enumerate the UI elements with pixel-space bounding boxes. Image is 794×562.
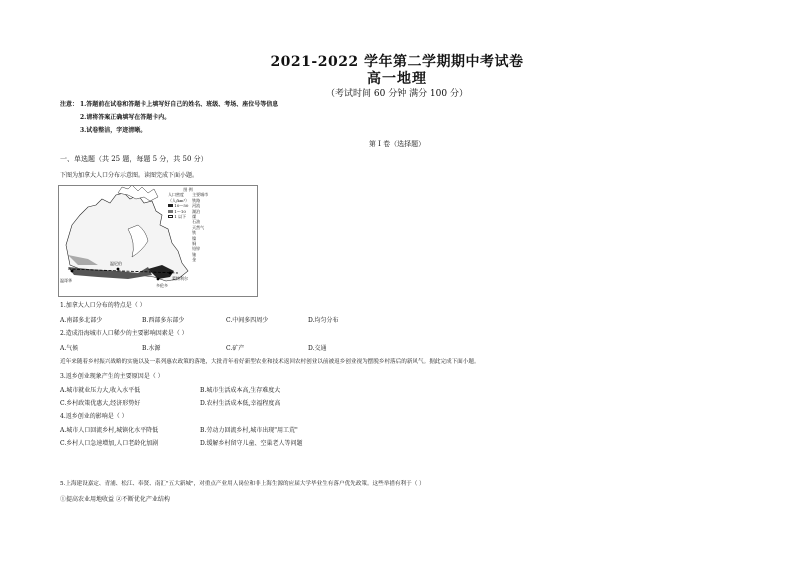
legend-title: 图 例 <box>183 187 193 192</box>
q1-option-b[interactable]: B.西部多东部少 <box>142 317 185 324</box>
notes-label: 注意： <box>60 101 79 108</box>
legend-item-leadzinc: 铅锌 <box>192 246 201 252</box>
q1-stem: 1.加拿大人口分布的特点是（ ） <box>60 302 146 309</box>
note-item-2: 2.请将答案正确填写在答题卡内。 <box>80 114 171 121</box>
q2-option-c[interactable]: C.矿产 <box>226 345 245 352</box>
q2-option-d[interactable]: D.交通 <box>308 345 327 352</box>
legend-item-coal: 煤 <box>192 214 197 220</box>
label-montreal: 蒙特利尔 <box>172 276 188 281</box>
q4-option-a[interactable]: A.城市人口回流乡村,城镇化水平降低 <box>60 427 159 434</box>
q2-option-b[interactable]: B.水源 <box>142 345 161 352</box>
city-vancouver-marker <box>71 270 74 273</box>
legend-item-lake: 湖泊 <box>192 208 201 214</box>
label-toronto: 多伦多 <box>156 283 168 288</box>
q1-option-c[interactable]: C.中间多四周少 <box>226 317 269 324</box>
legend-item-railway: 铁路 <box>192 197 201 203</box>
legend-density-2: 1～10 <box>168 209 189 214</box>
city-montreal-marker <box>169 272 172 275</box>
legend-item-city: 主要城市 <box>192 192 209 198</box>
legend-density-label: 人口密度 <box>168 192 184 198</box>
canada-population-map <box>58 185 258 297</box>
map-legend <box>168 187 208 263</box>
q1-option-d[interactable]: D.均匀分布 <box>308 317 339 324</box>
section-heading: 一、单选题（共 25 题，每题 5 分，共 50 分） <box>60 155 208 163</box>
q4-option-c[interactable]: C.乡村人口急速增加,人口老龄化加剧 <box>60 440 159 447</box>
exam-subject: 高一地理 <box>367 71 427 87</box>
part-title: 第 I 卷（选择题） <box>368 140 426 148</box>
intro-return-entrepreneurship: 近年来随着乡村振兴战略的实施以及一系列惠农政策的落地，大批青年看好新型农业和技术返回农村创业以前被返乡创业视为摆脱乡村落后的新风气。据此完成下面小题。 <box>60 359 480 365</box>
legend-density-1: 10～50 <box>168 203 189 208</box>
q3-option-a[interactable]: A.城市就业压力大,收入水平低 <box>60 387 141 394</box>
q5-options: ①提高农业用地收益 ②不断优化产业结构 <box>60 496 170 503</box>
legend-density-3: 1 以下 <box>168 214 189 219</box>
q5-stem: 5.上海建设嘉定、青浦、松江、奉贤、南汇"五大新城"，对重点产业用人岗位和非上海生源的应届大学毕业生有落户优先政策。这些举措有利于（ ） <box>60 481 425 487</box>
exam-title: 2021-2022 学年第二学期期中考试卷 <box>270 54 524 70</box>
q3-stem: 3.返乡创业现象产生的主要原因是（ ） <box>60 373 164 380</box>
legend-density-unit: （人/km²） <box>168 197 190 203</box>
legend-item-uranium: 铀 <box>192 251 197 257</box>
q2-stem: 2.造成沿海城市人口稀少的主要影响因素是（ ） <box>60 330 188 337</box>
label-vancouver: 温哥华 <box>60 278 72 283</box>
q3-option-c[interactable]: C.乡村政策优惠大,经济形势好 <box>60 400 141 407</box>
q2-option-a[interactable]: A.气候 <box>60 345 79 352</box>
q4-option-b[interactable]: B.劳动力回流乡村,城市出现"用工荒" <box>200 427 298 434</box>
q3-option-b[interactable]: B.城市生活成本高,生存难度大 <box>200 387 281 394</box>
legend-item-copper: 铜 <box>192 241 197 247</box>
note-item-3: 3.试卷整洁，字迹清晰。 <box>80 127 147 134</box>
legend-item-gold: 金 <box>192 257 197 263</box>
note-item-1: 1.答题前在试卷和答题卡上填写好自己的姓名、班级、考场、座位号等信息 <box>80 101 279 108</box>
city-winnipeg-marker <box>117 268 120 271</box>
intro-map: 下图为加拿大人口分布示意图。读图完成下面小题。 <box>60 172 199 179</box>
q1-option-a[interactable]: A.南部多北部少 <box>60 317 103 324</box>
label-winnipeg: 温尼伯 <box>110 261 122 266</box>
legend-item-river: 河流 <box>192 203 201 209</box>
exam-time-note: （考试时间 60 分钟 满分 100 分） <box>326 89 468 99</box>
legend-item-iron: 铁 <box>192 230 197 236</box>
legend-item-nickel: 镍 <box>192 235 197 241</box>
q4-stem: 4.返乡创业的影响是（ ） <box>60 413 128 420</box>
q4-option-d[interactable]: D.缓解乡村留守儿童、空巢老人等问题 <box>200 440 303 447</box>
city-toronto-marker <box>157 278 160 281</box>
legend-item-oil: 石油 <box>192 219 201 225</box>
legend-item-gas: 天然气 <box>192 224 205 230</box>
q3-option-d[interactable]: D.农村生活成本低,幸福程度高 <box>200 400 281 407</box>
